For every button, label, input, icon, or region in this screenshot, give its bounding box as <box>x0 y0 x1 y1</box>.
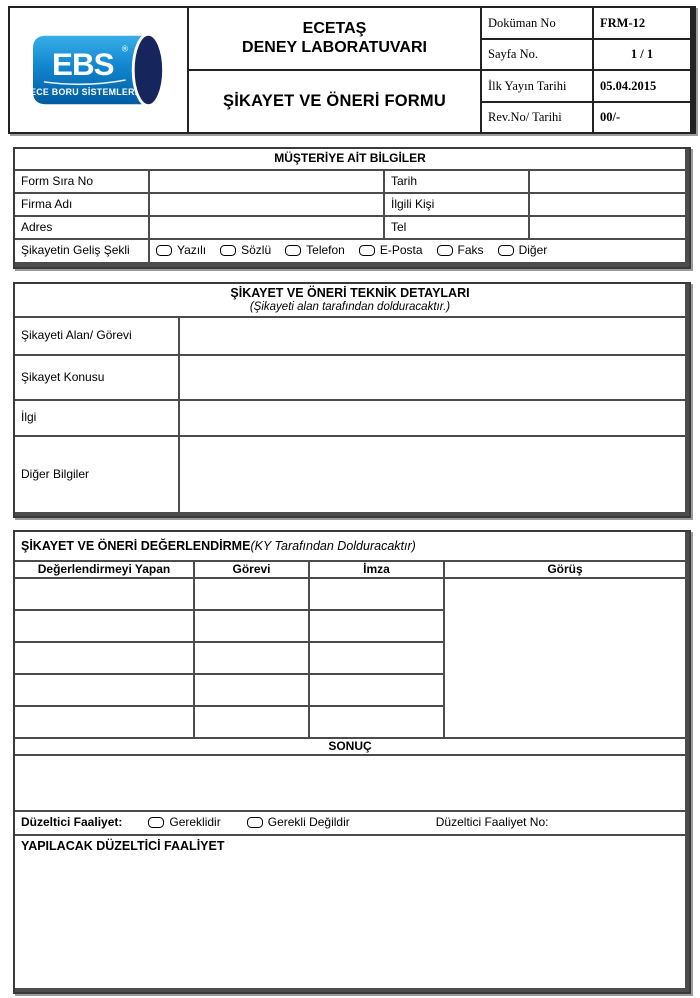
corrective-action-label: Düzeltici Faaliyet: <box>21 815 123 830</box>
evaluator-name-field[interactable] <box>15 611 193 641</box>
option-label: Diğer <box>518 243 548 258</box>
option-telefon[interactable] <box>285 244 345 258</box>
arrival-options-row <box>150 240 685 262</box>
adres-label: Adres <box>15 217 148 238</box>
sonuc-field[interactable] <box>15 756 685 810</box>
technical-details-section <box>13 282 691 518</box>
ilgi-label: İlgi <box>15 401 178 435</box>
evaluation-section <box>13 530 691 994</box>
option-label: Gerekli Değildir <box>267 815 350 830</box>
evaluator-signature-field[interactable] <box>310 643 443 673</box>
diger-bilgiler-field[interactable] <box>180 437 685 512</box>
svg-text:®: ® <box>121 43 128 54</box>
planned-corrective-action-cell[interactable] <box>15 836 685 988</box>
sikayet-konusu-field[interactable] <box>180 356 685 399</box>
meta-value-dokuman-no: FRM-12 <box>594 8 690 38</box>
org-title <box>189 8 480 69</box>
evaluator-signature-field[interactable] <box>310 579 443 609</box>
evaluator-role-field[interactable] <box>195 675 308 705</box>
form-header <box>8 6 696 134</box>
evaluator-role-field[interactable] <box>195 707 308 737</box>
evaluator-role-field[interactable] <box>195 579 308 609</box>
planned-corrective-action-title: YAPILACAK DÜZELTİCİ FAALİYET <box>21 839 225 853</box>
checkbox-icon[interactable] <box>498 245 514 256</box>
meta-label-sayfa-no: Sayfa No. <box>482 40 592 70</box>
sikayetin-gelis-sekli-label: Şikayetin Geliş Şekli <box>15 240 148 262</box>
corrective-action-no-field[interactable] <box>548 812 679 834</box>
checkbox-icon[interactable] <box>285 245 301 256</box>
technical-details-title: ŞİKAYET VE ÖNERİ TEKNİK DETAYLARI <box>230 285 470 300</box>
sikayeti-alan-gorevi-label: Şikayeti Alan/ Görevi <box>15 318 178 354</box>
customer-info-section <box>13 147 691 269</box>
option-faks[interactable] <box>437 244 484 258</box>
svg-text:ECE BORU SİSTEMLERİ: ECE BORU SİSTEMLERİ <box>29 87 138 98</box>
column-header-degerlendirmeyi-yapan: Değerlendirmeyi Yapan <box>15 562 193 577</box>
option-label: Telefon <box>306 243 345 258</box>
form-sira-no-field[interactable] <box>150 171 383 192</box>
option-gereklidir[interactable] <box>148 816 220 830</box>
meta-value-ilk-yayin-tarihi: 05.04.2015 <box>594 71 690 101</box>
column-header-gorevi: Görevi <box>195 562 308 577</box>
ilgili-kisi-field[interactable] <box>530 194 685 215</box>
option-sozlu[interactable] <box>220 244 271 258</box>
meta-label-ilk-yayin-tarihi: İlk Yayın Tarihi <box>482 71 592 101</box>
column-header-gorus: Görüş <box>445 562 685 577</box>
option-label: E-Posta <box>379 243 423 258</box>
evaluator-name-field[interactable] <box>15 643 193 673</box>
sonuc-title: SONUÇ <box>15 739 685 754</box>
technical-details-header <box>15 284 685 316</box>
meta-value-sayfa-no: 1 / 1 <box>594 40 690 70</box>
tarih-field[interactable] <box>530 171 685 192</box>
meta-value-rev-no-tarihi: 00/- <box>594 103 690 133</box>
evaluator-signature-field[interactable] <box>310 707 443 737</box>
option-yazili[interactable] <box>156 244 206 258</box>
evaluation-title: ŞİKAYET VE ÖNERİ DEĞERLENDİRME <box>21 538 251 553</box>
ilgili-kisi-label: İlgili Kişi <box>385 194 528 215</box>
option-label: Faks <box>457 243 484 258</box>
svg-text:EBS: EBS <box>51 47 114 83</box>
evaluator-name-field[interactable] <box>15 675 193 705</box>
sikayeti-alan-gorevi-field[interactable] <box>180 318 685 354</box>
org-department: DENEY LABORATUVARI <box>242 38 427 56</box>
checkbox-icon[interactable] <box>359 245 375 256</box>
evaluator-role-field[interactable] <box>195 611 308 641</box>
column-header-imza: İmza <box>310 562 443 577</box>
corrective-action-no-label: Düzeltici Faaliyet No: <box>435 815 549 830</box>
option-diger[interactable] <box>498 244 548 258</box>
evaluation-title-row <box>15 532 685 560</box>
form-title: ŞİKAYET VE ÖNERİ FORMU <box>189 71 480 132</box>
evaluator-name-field[interactable] <box>15 707 193 737</box>
ebs-logo-icon <box>23 24 175 116</box>
tel-field[interactable] <box>530 217 685 238</box>
evaluator-signature-field[interactable] <box>310 675 443 705</box>
ilgi-field[interactable] <box>180 401 685 435</box>
sikayet-konusu-label: Şikayet Konusu <box>15 356 178 399</box>
corrective-action-row <box>15 812 685 834</box>
firma-adi-label: Firma Adı <box>15 194 148 215</box>
form-sira-no-label: Form Sıra No <box>15 171 148 192</box>
checkbox-icon[interactable] <box>220 245 236 256</box>
evaluator-role-field[interactable] <box>195 643 308 673</box>
diger-bilgiler-label: Diğer Bilgiler <box>15 437 178 512</box>
option-label: Sözlü <box>241 243 272 258</box>
checkbox-icon[interactable] <box>156 245 172 256</box>
option-gerekli-degildir[interactable] <box>247 816 350 830</box>
technical-details-subtitle: (Şikayeti alan tarafından dolduracaktır.) <box>249 301 451 314</box>
tel-label: Tel <box>385 217 528 238</box>
checkbox-icon[interactable] <box>247 817 263 828</box>
logo-cell <box>10 8 187 132</box>
evaluator-signature-field[interactable] <box>310 611 443 641</box>
adres-field[interactable] <box>150 217 383 238</box>
checkbox-icon[interactable] <box>148 817 164 828</box>
firma-adi-field[interactable] <box>150 194 383 215</box>
meta-label-rev-no-tarihi: Rev.No/ Tarihi <box>482 103 592 133</box>
meta-label-dokuman-no: Doküman No <box>482 8 592 38</box>
tarih-label: Tarih <box>385 171 528 192</box>
org-name: ECETAŞ <box>302 20 367 38</box>
option-label: Yazılı <box>177 243 207 258</box>
evaluation-title-note: (KY Tarafından Dolduracaktır) <box>250 538 416 553</box>
gorus-field[interactable] <box>445 579 685 737</box>
option-label: Gereklidir <box>169 815 221 830</box>
customer-info-title: MÜŞTERİYE AİT BİLGİLER <box>15 149 685 169</box>
evaluator-name-field[interactable] <box>15 579 193 609</box>
option-eposta[interactable] <box>359 244 423 258</box>
checkbox-icon[interactable] <box>437 245 453 256</box>
